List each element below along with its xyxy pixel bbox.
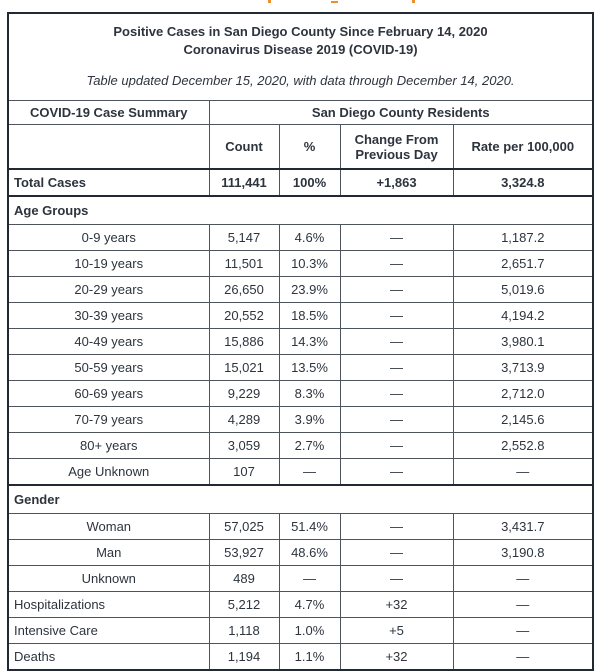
percent-cell: 48.6% [279, 540, 340, 566]
count-cell: 57,025 [209, 514, 279, 540]
rate-cell: 3,324.8 [453, 169, 593, 196]
table-update-note: Table updated December 15, 2020, with data through December 14, 2020. [86, 73, 515, 88]
section-label: Age Groups [8, 196, 593, 225]
table-row [8, 303, 593, 329]
row-label-cell: 70-79 years [8, 407, 209, 433]
table-row [8, 169, 593, 196]
column-header-percent: % [279, 125, 340, 170]
table-row [8, 514, 593, 540]
rate-cell: 2,712.0 [453, 381, 593, 407]
count-cell: 107 [209, 459, 279, 486]
percent-cell: 18.5% [279, 303, 340, 329]
table-row [8, 540, 593, 566]
column-header-blank [8, 125, 209, 170]
table-row [8, 592, 593, 618]
table-row [8, 251, 593, 277]
percent-cell: — [279, 566, 340, 592]
table-row [8, 407, 593, 433]
change-cell: +5 [340, 618, 453, 644]
rate-cell: 2,552.8 [453, 433, 593, 459]
change-cell: — [340, 277, 453, 303]
count-cell: 26,650 [209, 277, 279, 303]
percent-cell: 14.3% [279, 329, 340, 355]
rate-cell: — [453, 644, 593, 671]
percent-cell: 1.1% [279, 644, 340, 671]
percent-cell: 4.7% [279, 592, 340, 618]
percent-cell: 100% [279, 169, 340, 196]
change-cell: — [340, 433, 453, 459]
rate-cell: 4,194.2 [453, 303, 593, 329]
count-cell: 53,927 [209, 540, 279, 566]
percent-cell: 8.3% [279, 381, 340, 407]
row-label-cell: Woman [8, 514, 209, 540]
cutoff-text-remnant [412, 0, 415, 3]
cutoff-text-remnant [331, 1, 338, 3]
cutoff-text-remnant [268, 0, 271, 3]
percent-cell: 1.0% [279, 618, 340, 644]
percent-cell: 51.4% [279, 514, 340, 540]
change-cell: — [340, 381, 453, 407]
change-cell: — [340, 459, 453, 486]
rate-cell: 3,431.7 [453, 514, 593, 540]
row-label-cell: 80+ years [8, 433, 209, 459]
count-cell: 20,552 [209, 303, 279, 329]
table-row [8, 433, 593, 459]
rate-cell: — [453, 618, 593, 644]
count-cell: 9,229 [209, 381, 279, 407]
count-cell: 15,021 [209, 355, 279, 381]
count-cell: 1,194 [209, 644, 279, 671]
section-label: Gender [8, 485, 593, 514]
row-label-cell: Intensive Care [8, 618, 209, 644]
column-header-count: Count [209, 125, 279, 170]
rate-cell: 1,187.2 [453, 225, 593, 251]
percent-cell: — [279, 459, 340, 486]
table-row [8, 644, 593, 671]
change-cell: — [340, 407, 453, 433]
count-cell: 111,441 [209, 169, 279, 196]
change-cell: — [340, 355, 453, 381]
table-row [8, 459, 593, 486]
row-label-cell: 60-69 years [8, 381, 209, 407]
group-header-row [8, 101, 593, 125]
row-label-cell: Man [8, 540, 209, 566]
row-label-cell: Hospitalizations [8, 592, 209, 618]
change-cell: +32 [340, 644, 453, 671]
row-label-cell: Age Unknown [8, 459, 209, 486]
rate-cell: 2,145.6 [453, 407, 593, 433]
row-label-cell: 20-29 years [8, 277, 209, 303]
change-cell: — [340, 251, 453, 277]
table-row [8, 355, 593, 381]
percent-cell: 10.3% [279, 251, 340, 277]
count-cell: 4,289 [209, 407, 279, 433]
rate-cell: 5,019.6 [453, 277, 593, 303]
count-cell: 1,118 [209, 618, 279, 644]
rate-cell: 3,980.1 [453, 329, 593, 355]
change-cell: +32 [340, 592, 453, 618]
table-row [8, 329, 593, 355]
group-header-case-summary: COVID-19 Case Summary [8, 101, 209, 125]
title-block [8, 13, 593, 101]
table-row [8, 277, 593, 303]
change-cell: — [340, 329, 453, 355]
table-row [8, 381, 593, 407]
row-label-cell: 0-9 years [8, 225, 209, 251]
row-label-cell: Deaths [8, 644, 209, 671]
change-cell: +1,863 [340, 169, 453, 196]
change-cell: — [340, 514, 453, 540]
count-cell: 11,501 [209, 251, 279, 277]
count-cell: 5,147 [209, 225, 279, 251]
row-label-cell: Unknown [8, 566, 209, 592]
rate-cell: — [453, 592, 593, 618]
table-row [8, 225, 593, 251]
column-header-change: Change From Previous Day [340, 125, 453, 170]
percent-cell: 13.5% [279, 355, 340, 381]
table-title-line2: Coronavirus Disease 2019 (COVID-19) [183, 42, 418, 57]
row-label-cell: 30-39 years [8, 303, 209, 329]
rate-cell: 3,190.8 [453, 540, 593, 566]
rate-cell: 3,713.9 [453, 355, 593, 381]
count-cell: 3,059 [209, 433, 279, 459]
rate-cell: 2,651.7 [453, 251, 593, 277]
change-cell: — [340, 303, 453, 329]
row-label-cell: 10-19 years [8, 251, 209, 277]
percent-cell: 23.9% [279, 277, 340, 303]
group-header-residents: San Diego County Residents [209, 101, 593, 125]
row-label-cell: 50-59 years [8, 355, 209, 381]
percent-cell: 4.6% [279, 225, 340, 251]
change-cell: — [340, 540, 453, 566]
table-row [8, 618, 593, 644]
change-cell: — [340, 225, 453, 251]
title-row [8, 13, 593, 101]
table-title-line1: Positive Cases in San Diego County Since February 14, 2020 [113, 24, 488, 39]
covid-summary-table-wrapper [7, 12, 594, 671]
rate-cell: — [453, 566, 593, 592]
row-label-cell: Total Cases [8, 169, 209, 196]
change-cell: — [340, 566, 453, 592]
row-label-cell: 40-49 years [8, 329, 209, 355]
section-header-row [8, 196, 593, 225]
column-header-row [8, 125, 593, 170]
percent-cell: 3.9% [279, 407, 340, 433]
covid-summary-table [7, 12, 594, 671]
count-cell: 489 [209, 566, 279, 592]
table-row [8, 566, 593, 592]
rate-cell: — [453, 459, 593, 486]
section-header-row [8, 485, 593, 514]
count-cell: 15,886 [209, 329, 279, 355]
percent-cell: 2.7% [279, 433, 340, 459]
count-cell: 5,212 [209, 592, 279, 618]
column-header-rate: Rate per 100,000 [453, 125, 593, 170]
